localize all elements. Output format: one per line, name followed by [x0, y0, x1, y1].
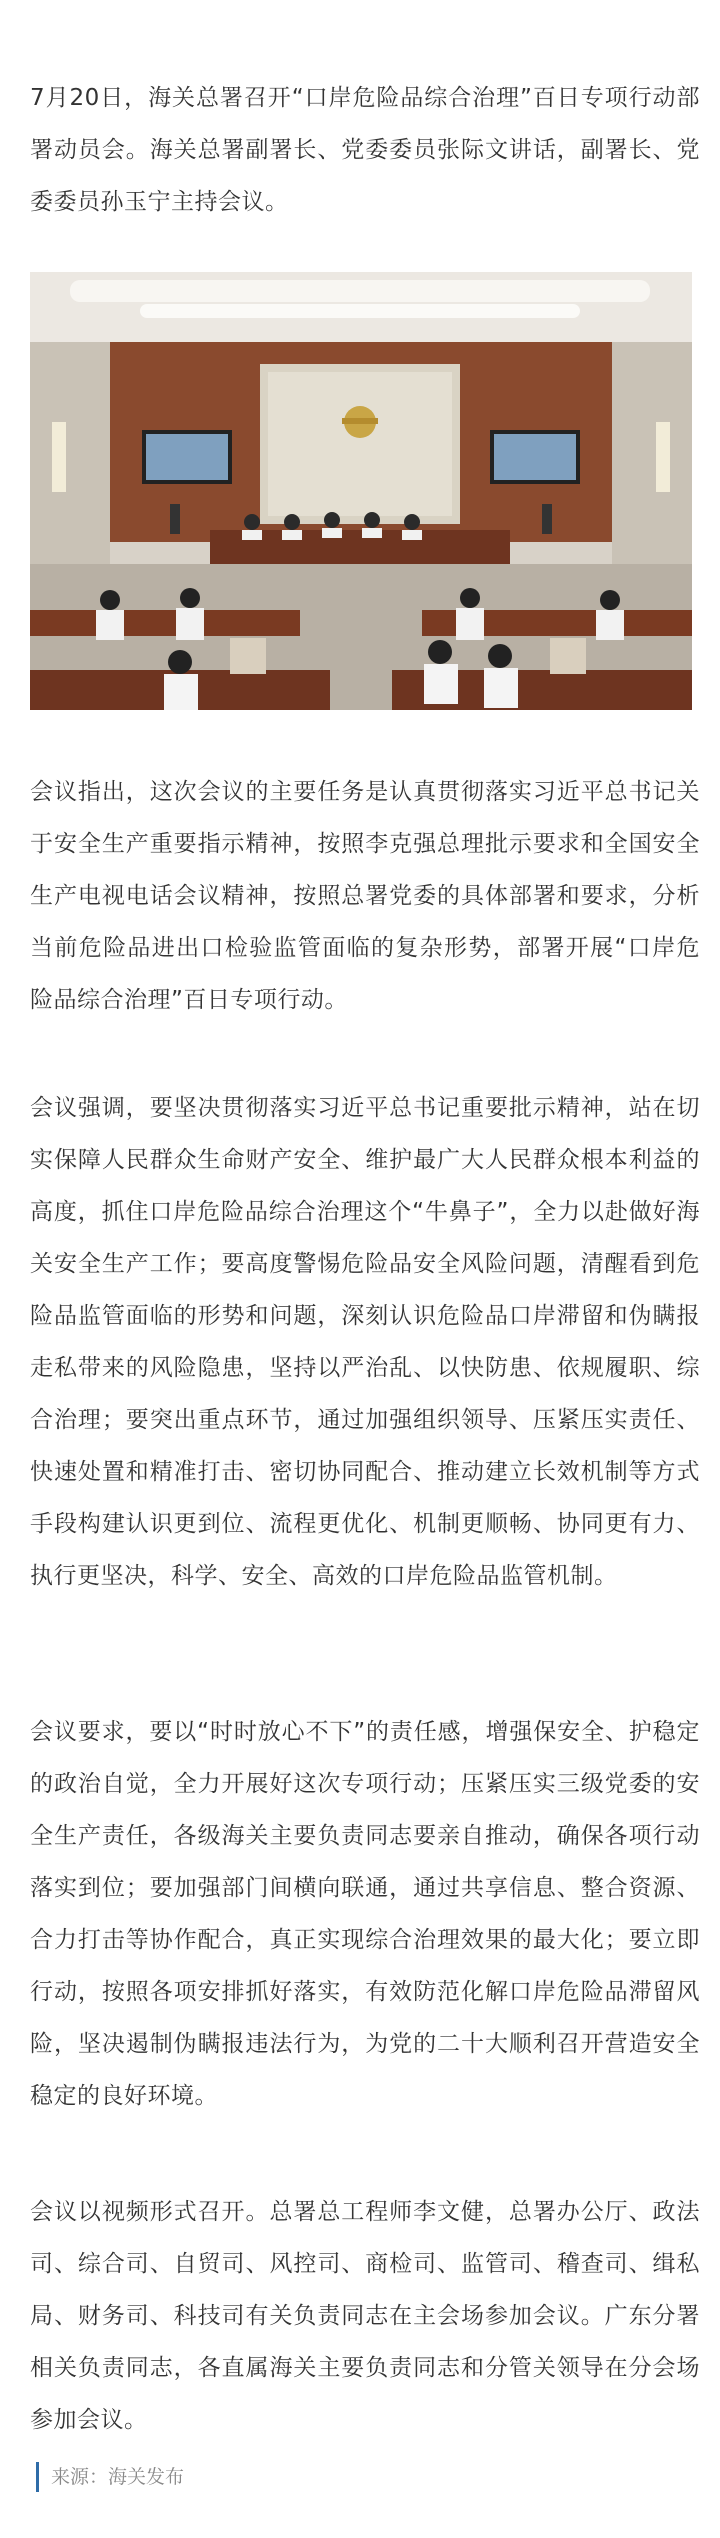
paragraph-meeting-emphasis: 会议强调，要坚决贯彻落实习近平总书记重要批示精神，站在切实保障人民群众生命财产安全、维护最广大人民群众根本利益的高度，抓住口岸危险品综合治理这个“牛鼻子”，全力以赴做好海关安全生产工作；要高度警惕危险品安全风险问题，清醒看到危险品监管面临的形势和问题，深刻认识危险品口岸滞留和伪瞒报走私带来的风险隐患，坚持以严治乱、以快防患、依规履职、综合治理；要突出重点环节，通过加强组织领导、压紧压实责任、快速处置和精准打击、密切协同配合、推动建立长效机制等方式手段构建认识更到位、流程更优化、机制更顺畅、协同更有力、执行更坚决，科学、安全、高效的口岸危险品监管机制。	[30, 1095, 700, 1589]
paragraph-meeting-format: 会议以视频形式召开。总署总工程师李文健，总署办公厅、政法司、综合司、自贸司、风控司、商检司、监管司、稽查司、缉私局、财务司、科技司有关负责同志在主会场参加会议。广东分署相关负责同志，各直属海关主要负责同志和分管关领导在分会场参加会议。	[30, 2199, 700, 2433]
paragraph-intro: 7月20日，海关总署召开“口岸危险品综合治理”百日专项行动部署动员会。海关总署副署长、党委委员张际文讲话，副署长、党委委员孙玉宁主持会议。	[30, 85, 700, 215]
meeting-photo	[30, 272, 692, 710]
source-label: 来源：海关发布	[36, 2462, 184, 2492]
paragraph-meeting-points: 会议指出，这次会议的主要任务是认真贯彻落实习近平总书记关于安全生产重要指示精神，按照李克强总理批示要求和全国安全生产电视电话会议精神，按照总署党委的具体部署和要求，分析当前危险品进出口检验监管面临的复杂形势，部署开展“口岸危险品综合治理”百日专项行动。	[30, 779, 700, 1013]
paragraph-meeting-requirements: 会议要求，要以“时时放心不下”的责任感，增强保安全、护稳定的政治自觉，全力开展好这次专项行动；压紧压实三级党委的安全生产责任，各级海关主要负责同志要亲自推动，确保各项行动落实到位；要加强部门间横向联通，通过共享信息、整合资源、合力打击等协作配合，真正实现综合治理效果的最大化；要立即行动，按照各项安排抓好落实，有效防范化解口岸危险品滞留风险，坚决遏制伪瞒报违法行为，为党的二十大顺利召开营造安全稳定的良好环境。	[30, 1719, 700, 2109]
